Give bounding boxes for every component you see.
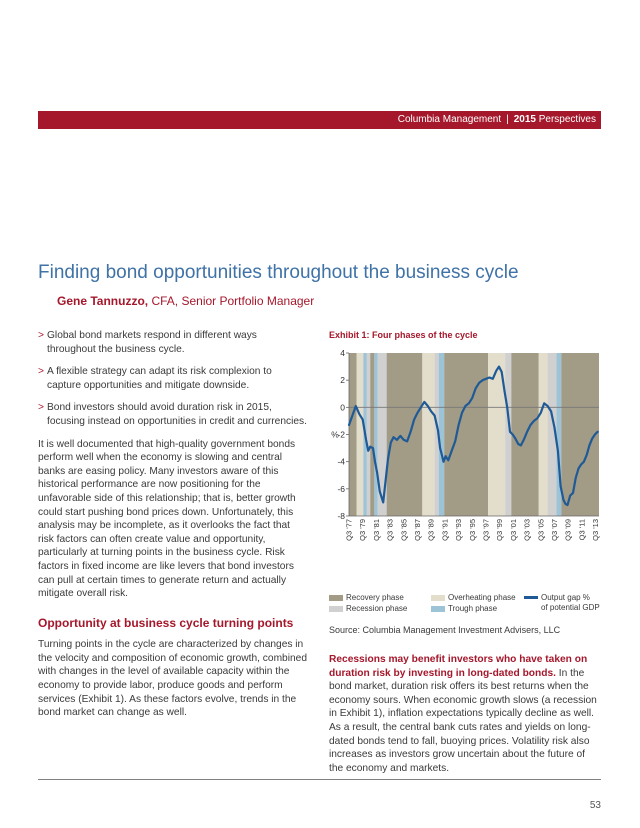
- y-tick-label: -8: [337, 511, 345, 521]
- author-name: Gene Tannuzzo,: [57, 294, 149, 308]
- phase-band-recession: [505, 353, 511, 516]
- byline: [57, 294, 314, 308]
- key-point-text: A flexible strategy can adapt its risk complexion to capture opportunities and mitigate downside.: [47, 366, 272, 391]
- legend-swatch: [329, 606, 343, 612]
- x-tick-label: Q3 '77: [344, 519, 354, 541]
- legend-item: [431, 593, 516, 602]
- right-column: [329, 330, 601, 775]
- phase-band-recovery: [370, 353, 374, 516]
- legend-label: Overheating phase: [448, 593, 516, 602]
- x-tick-label: Q3 '99: [495, 519, 505, 541]
- phase-band-recovery: [387, 353, 423, 516]
- x-tick-label: Q3 '13: [591, 519, 601, 541]
- article-title: Finding bond opportunities throughout the business cycle: [38, 262, 519, 283]
- header-separator: |: [506, 114, 509, 125]
- x-tick-label: Q3 '95: [467, 519, 477, 541]
- key-points-list: [38, 329, 308, 429]
- recession-paragraph-lead: Recessions may benefit investors who have taken on duration risk by investing in long-dated bonds.: [329, 654, 588, 679]
- legend-swatch: [431, 606, 445, 612]
- recession-paragraph-body: In the bond market, duration risk offers its best returns when the economy sours. When economic growth slows (a recession in Exhibit 1), inflation expectations typically decline as well. As a result, the central bank cuts rates and yields on long-dated bonds tend to fall, buoying prices. Volatility risk also increases as investors grow uncertain about the future of the economy and markets.: [329, 667, 597, 774]
- key-point: [38, 329, 308, 356]
- key-point: [38, 401, 308, 428]
- bullet-marker: >: [38, 330, 44, 341]
- x-tick-label: Q3 '05: [536, 519, 546, 541]
- phase-band-overheating: [357, 353, 364, 516]
- exhibit-chart: [329, 341, 601, 593]
- x-tick-label: Q3 '85: [399, 519, 409, 541]
- y-tick-label: 4: [340, 348, 345, 358]
- section-paragraph: Turning points in the cycle are characterized by changes in the velocity and composition of economic growth, combined with changes in the level of available capacity within the economy to provide labor, produce goods and perform services (Exhibit 1). As these factors evolve, trends in the bond market can change as well.: [38, 639, 307, 719]
- header-publication: Perspectives: [538, 114, 596, 125]
- legend-item: [329, 593, 404, 602]
- x-tick-label: Q3 '87: [412, 519, 422, 541]
- x-tick-label: Q3 '89: [426, 519, 436, 541]
- legend-item: [524, 593, 600, 613]
- page-number: 53: [589, 800, 601, 811]
- x-tick-label: Q3 '01: [508, 519, 518, 541]
- x-tick-label: Q3 '97: [481, 519, 491, 541]
- x-tick-label: Q3 '03: [522, 519, 532, 541]
- intro-paragraph: It is well documented that high-quality government bonds perform well when the economy is slowing and central banks are easing policy. Many investors aware of this historical performance are now positioning for the unfavorable side of this relationship; that is, better growth could start pushing bond prices down. Unfortunately, this analysis may be incomplete, as it overlooks the fact that risk factors can often create value and opportunity, particularly at turning points in the business cycle. Risk factors in fixed income are like levers that bond investors can pull at certain times to generate return and actually mitigate overall risk.: [38, 438, 296, 600]
- left-column: [38, 329, 308, 728]
- phase-band-recovery: [444, 353, 488, 516]
- x-tick-label: Q3 '11: [577, 519, 587, 541]
- footer-rule: [38, 779, 601, 780]
- recession-paragraph: [329, 653, 601, 775]
- x-tick-label: Q3 '81: [371, 519, 381, 541]
- x-tick-label: Q3 '93: [454, 519, 464, 541]
- y-tick-label: -2: [337, 429, 345, 440]
- phase-band-overheating: [422, 353, 434, 516]
- phase-band-recovery: [561, 353, 599, 516]
- legend-swatch: [431, 595, 445, 601]
- legend-item: [431, 604, 497, 613]
- legend-item: [329, 604, 407, 613]
- y-tick-label: -4: [337, 456, 345, 467]
- y-tick-label: 2: [340, 375, 345, 386]
- y-tick-label: 0: [340, 402, 345, 413]
- exhibit-source: Source: Columbia Management Investment Advisers, LLC: [329, 625, 561, 635]
- bullet-marker: >: [38, 366, 44, 378]
- header-brand: Columbia Management: [397, 114, 502, 125]
- legend-swatch: [524, 596, 538, 599]
- exhibit-title: Exhibit 1: Four phases of the cycle: [329, 330, 478, 340]
- x-tick-label: Q3 '83: [385, 519, 395, 541]
- x-tick-label: Q3 '79: [358, 519, 368, 541]
- legend-swatch: [329, 595, 343, 601]
- header-year: 2015: [513, 114, 536, 125]
- bullet-marker: >: [38, 402, 44, 414]
- phase-band-recovery: [349, 353, 357, 516]
- y-axis-label: %: [331, 429, 339, 440]
- y-tick-label: -6: [337, 483, 345, 494]
- key-point-text: Bond investors should avoid duration risk in 2015, focusing instead on opportunities in credit and currencies.: [47, 402, 307, 427]
- x-tick-label: Q3 '91: [440, 519, 450, 541]
- author-role: CFA, Senior Portfolio Manager: [151, 294, 315, 308]
- key-point-text: Global bond markets respond in different ways throughout the business cycle.: [47, 330, 257, 355]
- header-bar: [38, 111, 601, 129]
- section-heading: Opportunity at business cycle turning points: [38, 615, 294, 630]
- phase-band-overheating: [539, 353, 548, 516]
- output-gap-chart: [329, 341, 601, 593]
- legend-label: Output gap % of potential GDP: [541, 593, 600, 612]
- chart-legend: [329, 593, 601, 615]
- x-tick-label: Q3 '07: [549, 519, 559, 541]
- phase-band-trough: [374, 353, 377, 516]
- legend-label: Recovery phase: [346, 593, 404, 602]
- phase-band-recession: [367, 353, 370, 516]
- legend-label: Recession phase: [346, 604, 408, 613]
- legend-label: Trough phase: [448, 604, 498, 613]
- x-tick-label: Q3 '09: [563, 519, 573, 541]
- key-point: [38, 365, 308, 392]
